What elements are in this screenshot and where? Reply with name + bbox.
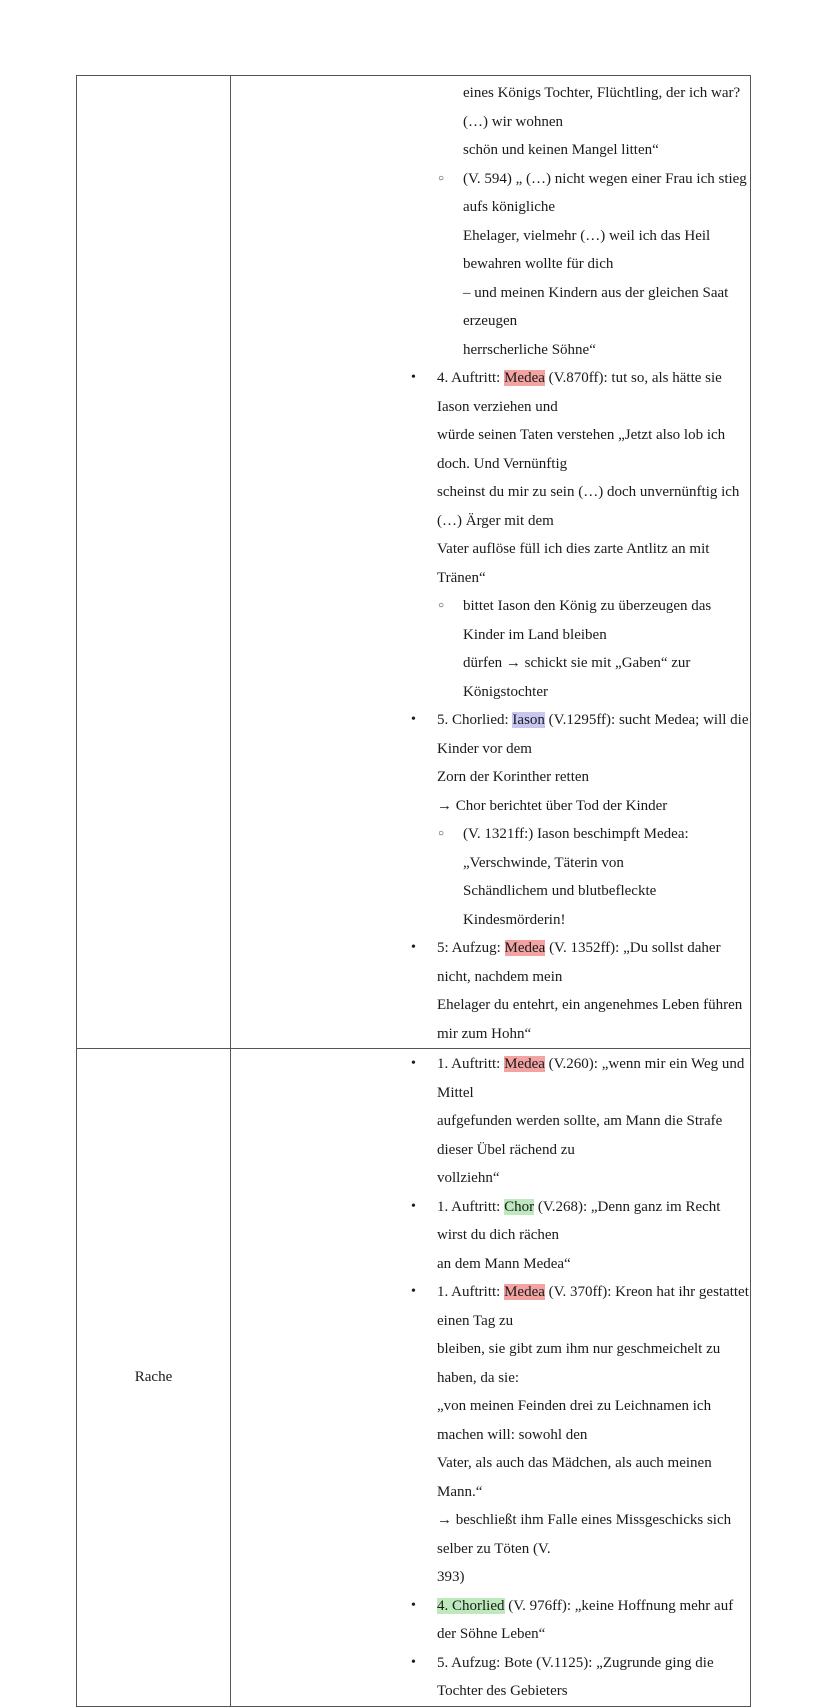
sub-item — [231, 592, 750, 649]
item-prefix: 1. Auftritt: — [437, 1056, 505, 1072]
sub-item-continuation: herrscherliche Söhne“ — [463, 341, 596, 358]
bullet-icon: • — [411, 1597, 416, 1613]
list-item — [231, 1278, 750, 1335]
highlight-medea: Medea — [504, 940, 546, 956]
sub-item-continuation: Schändlichem und blutbefleckte Kindesmörderin! — [463, 883, 657, 928]
list-item-continuation: würde seinen Taten verstehen „Jetzt also lob ich doch. Und Vernünftig — [437, 427, 726, 472]
item-prefix: 5: Aufzug: — [437, 940, 505, 956]
list-item-continuation: aufgefunden werden sollte, am Mann die Strafe dieser Übel rächend zu — [437, 1113, 723, 1158]
category-label: Rache — [134, 1368, 173, 1385]
circle-bullet-icon: ○ — [438, 172, 445, 184]
list-item — [231, 1193, 750, 1250]
content-cell — [231, 1049, 751, 1707]
circle-bullet-icon: ○ — [438, 600, 445, 611]
item-text: (V.268): „Denn ganz im Recht wirst du dich rächen — [437, 1198, 721, 1243]
notes-table — [76, 75, 751, 1707]
list-item — [231, 364, 750, 421]
highlight-chor: Chor — [504, 1198, 535, 1215]
sub-item-continuation: Ehelager, vielmehr (…) weil ich das Heil bewahren wollte für dich — [463, 227, 711, 272]
item-prefix: 1. Auftritt: — [437, 1198, 505, 1215]
item-prefix: 5. Chorlied: — [437, 712, 513, 728]
table-row — [77, 76, 751, 1049]
list-item — [231, 706, 750, 763]
list-item-continuation: scheinst du mir zu sein (…) doch unvernünftig ich (…) Ärger mit dem — [437, 484, 740, 529]
item-text: (V.1295ff): sucht Medea; will die Kinder vor dem — [437, 712, 749, 757]
item-text: (V. 1352ff): „Du sollst daher nicht, nachdem mein — [437, 940, 721, 985]
continuation-line: schön und keinen Mangel litten“ — [463, 142, 659, 158]
bullet-icon: • — [411, 1284, 416, 1299]
list-item-continuation: 393) — [437, 1569, 465, 1585]
bullet-icon: • — [411, 1654, 416, 1670]
list-item-continuation: vollziehn“ — [437, 1170, 500, 1186]
bullet-icon: • — [411, 1198, 416, 1214]
list-item — [231, 934, 750, 991]
item-text: (V. 976ff): „keine Hoffnung mehr auf der Söhne Leben“ — [437, 1597, 734, 1642]
list-item — [231, 1649, 750, 1706]
table-row — [77, 1049, 751, 1707]
sub-item-text: (V. 594) „ (…) nicht wegen einer Frau ich stieg aufs königliche — [463, 170, 747, 215]
sub-item — [231, 165, 750, 222]
item-text: (V. 370ff): Kreon hat ihr gestattet einen Tag zu — [437, 1284, 749, 1329]
item-text: (V.870ff): tut so, als hätte sie Iason verziehen und — [437, 370, 722, 415]
sub-item-text: (V. 1321ff:) Iason beschimpft Medea: „Verschwinde, Täterin von — [463, 826, 689, 871]
list-item-continuation: Vater auflöse füll ich dies zarte Antlitz an mit Tränen“ — [437, 541, 710, 586]
bullet-icon: • — [411, 712, 416, 727]
sub-item-continuation: dürfen → schickt sie mit „Gaben“ zur Königstochter — [463, 655, 691, 700]
list-item-continuation: „von meinen Feinden drei zu Leichnamen ich machen will: sowohl den — [437, 1398, 712, 1443]
content-cell — [231, 76, 751, 1049]
list-item-continuation: Ehelager du entehrt, ein angenehmes Leben führen mir zum Hohn“ — [437, 997, 743, 1042]
highlight-iason: Iason — [512, 712, 545, 728]
bullet-icon: • — [411, 1056, 416, 1071]
highlight-medea: Medea — [504, 1056, 545, 1072]
item-text: 5. Aufzug: Bote (V.1125): „Zugrunde ging die Tochter des Gebieters — [437, 1654, 714, 1699]
list-item-continuation: Vater, als auch das Mädchen, als auch meinen Mann.“ — [437, 1455, 712, 1500]
list-item-continuation: → Chor berichtet über Tod der Kinder — [437, 797, 668, 814]
item-prefix: 1. Auftritt: — [437, 1284, 505, 1300]
list-item-continuation: bleiben, sie gibt zum ihm nur geschmeichelt zu haben, da sie: — [437, 1341, 721, 1386]
list-item — [231, 1592, 750, 1649]
sub-item-text: bittet Iason den König zu überzeugen das Kinder im Land bleiben — [463, 598, 712, 643]
category-cell — [77, 76, 231, 1049]
list-item — [231, 1050, 750, 1107]
sub-item-continuation: – und meinen Kindern aus der gleichen Saat erzeugen — [463, 284, 729, 329]
highlight-medea: Medea — [504, 1284, 545, 1300]
bullet-icon: • — [411, 370, 416, 385]
continuation-line: eines Königs Tochter, Flüchtling, der ich war? (…) wir wohnen — [463, 85, 741, 130]
item-text: (V.260): „wenn mir ein Weg und Mittel — [437, 1056, 745, 1101]
list-item-continuation: an dem Mann Medea“ — [437, 1255, 571, 1272]
list-item-continuation: → beschließt ihm Falle eines Missgeschicks sich selber zu Töten (V. — [437, 1512, 732, 1557]
highlight-medea: Medea — [504, 370, 545, 386]
category-cell — [77, 1049, 231, 1707]
list-item-continuation: Zorn der Korinther retten — [437, 769, 590, 785]
circle-bullet-icon: ○ — [438, 828, 445, 839]
sub-item — [231, 820, 750, 877]
bullet-icon: • — [411, 940, 416, 955]
highlight-chorlied: 4. Chorlied — [437, 1597, 505, 1614]
item-prefix: 4. Auftritt: — [437, 370, 505, 386]
